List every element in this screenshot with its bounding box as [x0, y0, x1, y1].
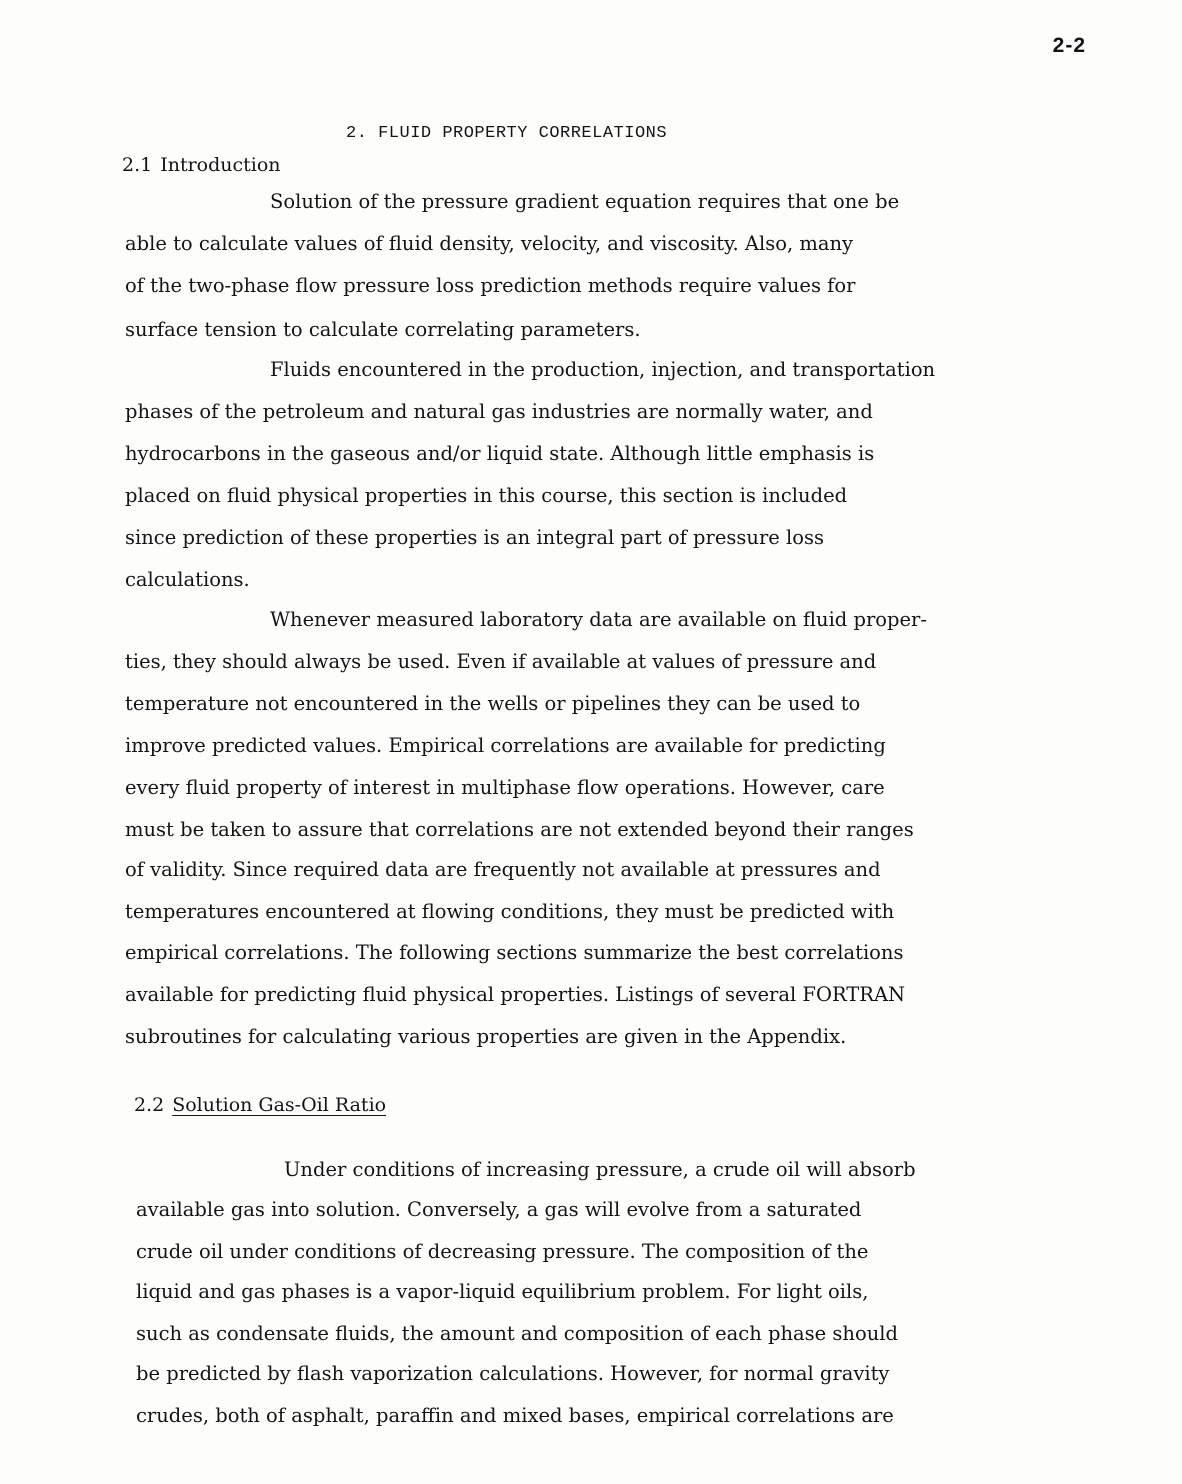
paragraph-line: crudes, both of asphalt, paraffin and mixed bases, empirical correlations are	[136, 1404, 894, 1427]
section-number: 2.2	[134, 1094, 165, 1116]
paragraph-line: Solution of the pressure gradient equation requires that one be	[270, 190, 900, 213]
paragraph-line: calculations.	[125, 568, 250, 591]
paragraph-line: must be taken to assure that correlations are not extended beyond their ranges	[125, 818, 914, 841]
paragraph-line: hydrocarbons in the gaseous and/or liquid state. Although little emphasis is	[125, 442, 875, 465]
paragraph-line: placed on fluid physical properties in this course, this section is included	[125, 484, 848, 507]
paragraph-line: Under conditions of increasing pressure, a crude oil will absorb	[284, 1158, 916, 1181]
paragraph-line: Fluids encountered in the production, injection, and transportation	[270, 358, 936, 381]
paragraph-line: able to calculate values of fluid density, velocity, and viscosity. Also, many	[125, 232, 854, 255]
paragraph-line: empirical correlations. The following sections summarize the best correlations	[125, 941, 904, 964]
paragraph-line: of validity. Since required data are frequently not available at pressures and	[125, 858, 881, 881]
section-title: Introduction	[160, 154, 281, 176]
paragraph-line: available for predicting fluid physical properties. Listings of several FORTRAN	[125, 983, 906, 1006]
section-heading-introduction	[122, 154, 281, 176]
paragraph-line: crude oil under conditions of decreasing pressure. The composition of the	[136, 1240, 869, 1263]
paragraph-line: of the two-phase flow pressure loss prediction methods require values for	[125, 274, 856, 297]
paragraph-line: temperature not encountered in the wells or pipelines they can be used to	[125, 692, 861, 715]
paragraph-line: temperatures encountered at flowing conditions, they must be predicted with	[125, 900, 895, 923]
paragraph-line: surface tension to calculate correlating parameters.	[125, 318, 641, 341]
paragraph-line: phases of the petroleum and natural gas industries are normally water, and	[125, 400, 873, 423]
section-heading-solution-gas-oil-ratio	[134, 1094, 386, 1116]
paragraph-line: subroutines for calculating various properties are given in the Appendix.	[125, 1025, 847, 1048]
page-number: 2-2	[1052, 34, 1086, 57]
paragraph-line: improve predicted values. Empirical correlations are available for predicting	[125, 734, 886, 757]
section-number: 2.1	[122, 154, 153, 176]
paragraph-line: every fluid property of interest in multiphase flow operations. However, care	[125, 776, 885, 799]
paragraph-line: be predicted by flash vaporization calculations. However, for normal gravity	[136, 1362, 890, 1385]
paragraph-line: ties, they should always be used. Even if available at values of pressure and	[125, 650, 877, 673]
chapter-title: 2. FLUID PROPERTY CORRELATIONS	[346, 124, 668, 143]
section-title: Solution Gas-Oil Ratio	[172, 1094, 387, 1116]
paragraph-line: liquid and gas phases is a vapor-liquid equilibrium problem. For light oils,	[136, 1280, 869, 1303]
paragraph-line: since prediction of these properties is an integral part of pressure loss	[125, 526, 825, 549]
paragraph-line: available gas into solution. Conversely, a gas will evolve from a saturated	[136, 1198, 862, 1221]
paragraph-line: such as condensate fluids, the amount and composition of each phase should	[136, 1322, 898, 1345]
paragraph-line: Whenever measured laboratory data are available on fluid proper-	[270, 608, 927, 631]
